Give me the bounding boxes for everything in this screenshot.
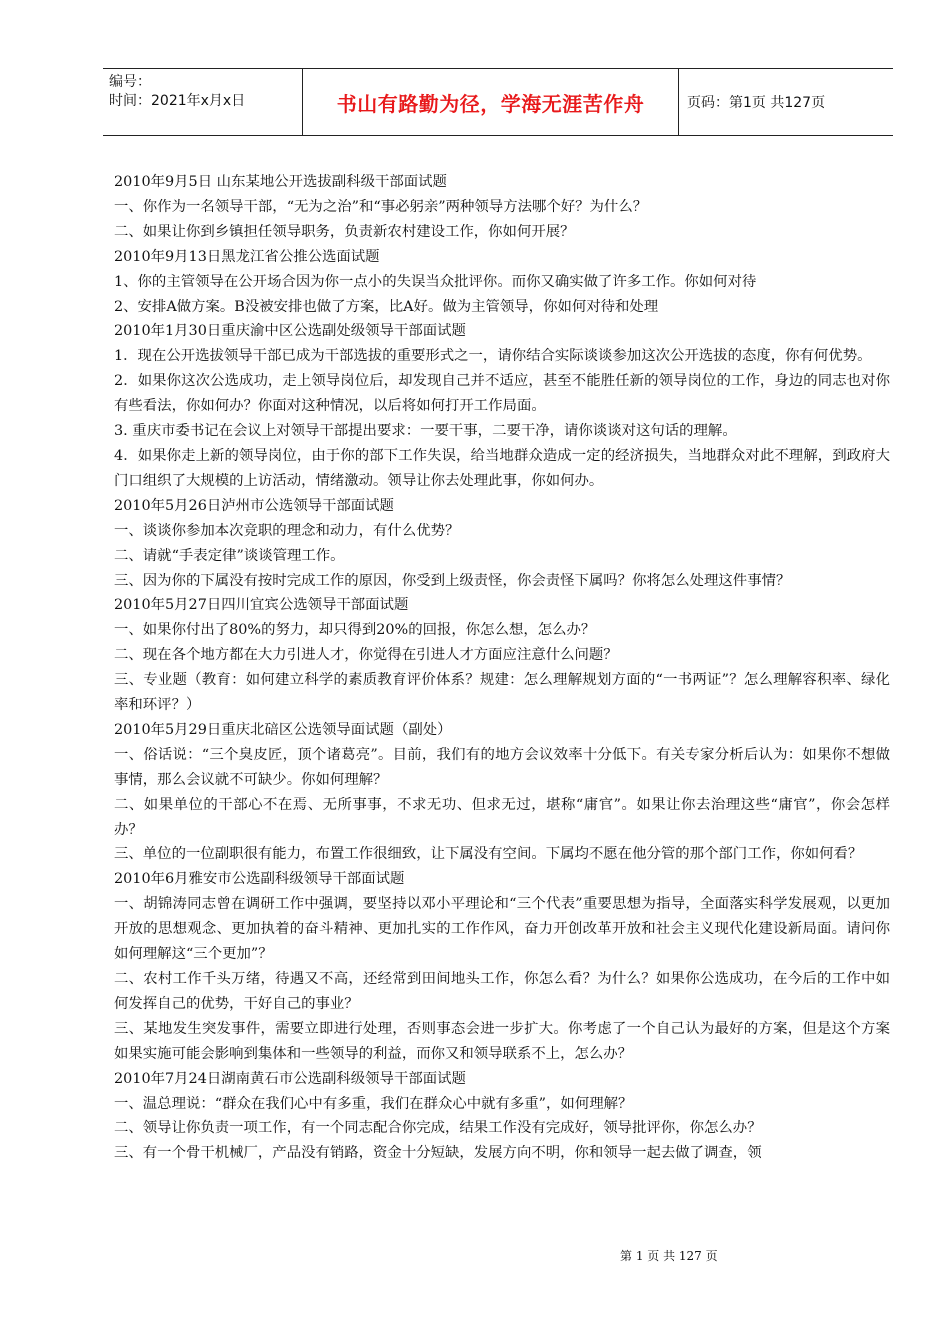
- section-title: 2010年9月5日 山东某地公开选拔副科级干部面试题: [114, 174, 447, 190]
- question-paragraph: 一、俗话说：“三个臭皮匠，顶个诸葛亮”。目前，我们有的地方会议效率十分低下。有关专家分析后认为：如果你不想做事情，那么会议就不可缺少。你如何理解？: [114, 746, 890, 788]
- document-header: [103, 68, 893, 136]
- section-title: 2010年5月29日重庆北碚区公选领导面试题（副处）: [114, 721, 452, 738]
- question-paragraph: 二、如果单位的干部心不在焉、无所事事，不求无功、但求无过，堪称“庸官”。如果让你去治理这些“庸官”，你会怎样办？: [114, 796, 890, 838]
- header-motto: 书山有路勤为径，学海无涯苦作舟: [336, 91, 645, 116]
- section-title: 2010年9月13日黑龙江省公推公选面试题: [114, 248, 380, 265]
- question-paragraph: 一、谈谈你参加本次竞职的理念和动力，有什么优势？: [114, 522, 460, 539]
- question-paragraph: 二、如果让你到乡镇担任领导职务，负责新农村建设工作，你如何开展？: [114, 223, 575, 240]
- question-paragraph: 三、因为你的下属没有按时完成工作的原因，你受到上级责怪，你会责怪下属吗？你将怎么处理这件事情？: [114, 572, 791, 589]
- question-paragraph: 1．现在公开选拔领导干部已成为干部选拔的重要形式之一，请你结合实际谈谈参加这次公开选拔的态度，你有何优势。: [114, 348, 872, 365]
- question-paragraph: 一、温总理说：“群众在我们心中有多重，我们在群众心中就有多重”，如何理解？: [114, 1095, 633, 1112]
- question-paragraph: 二、农村工作千头万绪，待遇又不高，还经常到田间地头工作，你怎么看？为什么？如果你公选成功，在今后的工作中如何发挥自己的优势，干好自己的事业？: [114, 971, 890, 1012]
- question-paragraph: 2、安排A做方案。B没被安排也做了方案，比A好。做为主管领导，你如何对待和处理: [114, 298, 659, 315]
- section-title: 2010年5月27日四川宜宾公选领导干部面试题: [114, 597, 409, 614]
- question-paragraph: 1、你的主管领导在公开场合因为你一点小的失误当众批评你。而你又确实做了许多工作。你如何对待: [114, 273, 757, 290]
- number-label: 编号：: [109, 74, 151, 90]
- question-paragraph: 一、胡锦涛同志曾在调研工作中强调，要坚持以邓小平理论和“三个代表”重要思想为指导，全面落实科学发展观，以更加开放的思想观念、更加执着的奋斗精神、更加扎实的工作作风，奋力开创改革开放和社会主义现代化建设新局面。请问你如何理解这“三个更加”？: [114, 896, 890, 963]
- question-paragraph: 一、你作为一名领导干部，“无为之治”和“事必躬亲”两种领导方法哪个好？为什么？: [114, 198, 648, 215]
- page-footer: 第 1 页 共 127 页: [620, 1249, 718, 1263]
- question-paragraph: 二、领导让你负责一项工作，有一个同志配合你完成，结果工作没有完成好，领导批评你，你怎么办？: [114, 1120, 762, 1137]
- section-title: 2010年7月24日湖南黄石市公选副科级领导干部面试题: [114, 1070, 466, 1087]
- question-paragraph: 三、有一个骨干机械厂，产品没有销路，资金十分短缺，发展方向不明，你和领导一起去做了调查，领: [114, 1145, 762, 1162]
- section-title: 2010年6月雅安市公选副科级领导干部面试题: [114, 871, 405, 888]
- time-label: 时间：2021年x月x日: [109, 93, 246, 109]
- question-paragraph: 三、专业题（教育：如何建立科学的素质教育评价体系？规建：怎么理解规划方面的“一书两证”？怎么理解容积率、绿化率和环评？）: [114, 672, 890, 714]
- document-body: [114, 170, 890, 1166]
- header-meta: [103, 69, 303, 135]
- question-paragraph: 二、现在各个地方都在大力引进人才，你觉得在引进人才方面应注意什么问题？: [114, 647, 618, 664]
- page-info: 页码：第1页 共127页: [687, 95, 826, 111]
- header-page-cell: [679, 69, 893, 135]
- question-paragraph: 2．如果你这次公选成功，走上领导岗位后，却发现自己并不适应，甚至不能胜任新的领导岗位的工作，身边的同志也对你有些看法，你如何办？你面对这种情况，以后将如何打开工作局面。: [114, 373, 890, 415]
- question-paragraph: 3. 重庆市委书记在会议上对领导干部提出要求：一要干事，二要干净，请你谈谈对这句话的理解。: [114, 423, 737, 440]
- question-paragraph: 4．如果你走上新的领导岗位，由于你的部下工作失误，给当地群众造成一定的经济损失，当地群众对此不理解，到政府大门口组织了大规模的上访活动，情绪激动。领导让你去处理此事，你如何办。: [114, 447, 890, 489]
- question-paragraph: 二、请就“手表定律”谈谈管理工作。: [114, 547, 345, 564]
- section-title: 2010年1月30日重庆渝中区公选副处级领导干部面试题: [114, 323, 466, 340]
- header-motto-cell: [303, 69, 679, 135]
- question-paragraph: 三、单位的一位副职很有能力，布置工作很细致，让下属没有空间。下属均不愿在他分管的那个部门工作，你如何看？: [114, 846, 863, 863]
- question-paragraph: 一、如果你付出了80%的努力，却只得到20%的回报，你怎么想，怎么办？: [114, 622, 596, 639]
- question-paragraph: 三、某地发生突发事件，需要立即进行处理，否则事态会进一步扩大。你考虑了一个自己认为最好的方案，但是这个方案如果实施可能会影响到集体和一些领导的利益，而你又和领导联系不上，怎么办？: [114, 1020, 890, 1062]
- section-title: 2010年5月26日泸州市公选领导干部面试题: [114, 497, 394, 514]
